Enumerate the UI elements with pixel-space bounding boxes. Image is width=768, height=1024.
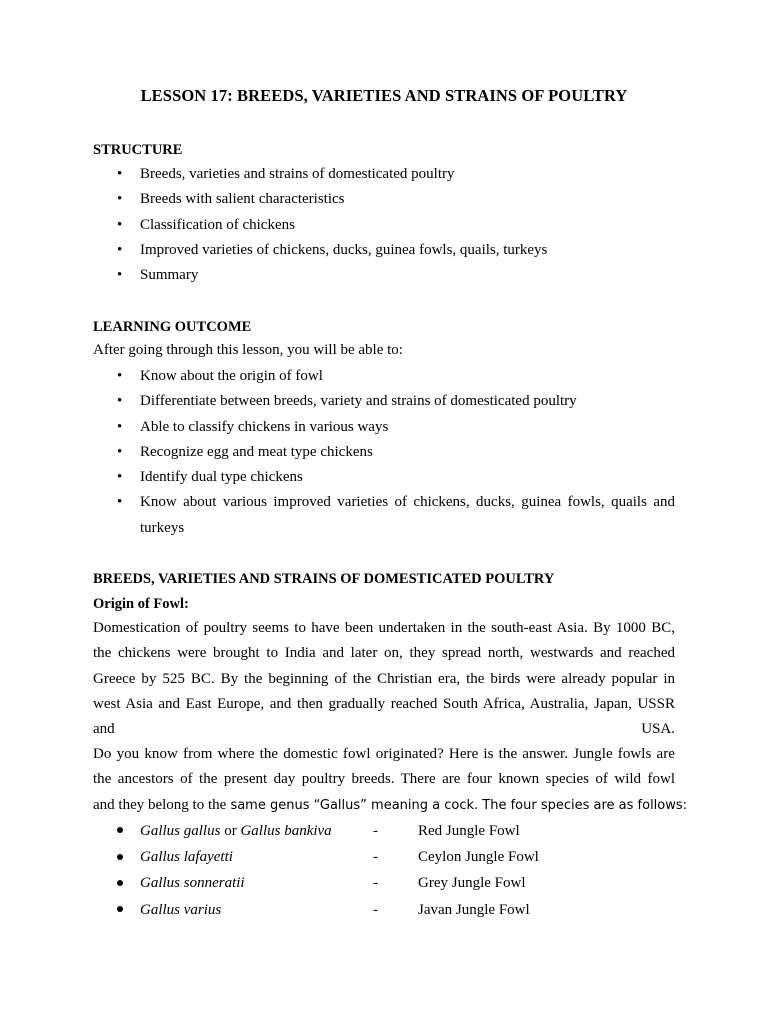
list-item: • Breeds, varieties and strains of domesticated poultry <box>93 162 675 187</box>
bullet-icon: • <box>117 469 123 486</box>
lesson-title: LESSON 17: BREEDS, VARIETIES AND STRAINS OF POULTRY <box>140 86 628 105</box>
paragraph-line: the ancestors of the present day poultry breeds. There are four known species of wild fowl <box>93 771 675 788</box>
species-name: Gallus varius <box>140 901 222 918</box>
bullet-icon <box>117 854 123 860</box>
breeds-section-heading: BREEDS, VARIETIES AND STRAINS OF DOMESTICATED POULTRY <box>93 571 555 587</box>
list-item: • Classification of chickens <box>93 213 675 238</box>
bullet-icon: • <box>117 191 123 208</box>
learning-outcome-heading: LEARNING OUTCOME <box>93 319 252 335</box>
species-alt-name: Gallus bankiva <box>240 822 332 839</box>
paragraph-line: Greece by 525 BC. By the beginning of the Christian era, the birds were already popular in <box>93 670 675 687</box>
species-name: Gallus lafayetti <box>140 849 233 866</box>
bullet-icon: • <box>117 166 123 182</box>
bullet-icon: • <box>117 216 123 233</box>
list-item: • Breeds with salient characteristics <box>93 187 675 212</box>
paragraph-line: Domestication of poultry seems to have been undertaken in the south-east Asia. By 1000 BC, <box>93 620 675 636</box>
table-row: Gallus gallus or Gallus bankiva - Red Jungle Fowl <box>93 818 675 844</box>
bullet-icon: • <box>117 494 123 511</box>
learning-outcome-list <box>93 364 675 541</box>
bullet-icon: • <box>117 267 123 284</box>
bullet-icon: • <box>117 418 123 435</box>
list-item: • Recognize egg and meat type chickens <box>93 440 675 465</box>
bullet-icon <box>117 827 123 833</box>
paragraph-line: Do you know from where the domestic fowl originated? Here is the answer. Jungle fowls are <box>93 746 675 762</box>
list-item: • Able to classify chickens in various ways <box>93 415 675 440</box>
origin-paragraph-1 <box>93 616 675 742</box>
bullet-icon: • <box>117 443 123 460</box>
table-row: Gallus varius - Javan Jungle Fowl <box>93 897 675 923</box>
species-name: Gallus sonneratii <box>140 875 245 892</box>
origin-of-fowl-subheading: Origin of Fowl: <box>93 596 189 612</box>
learning-outcome-intro: After going through this lesson, you will be able to: <box>93 342 403 358</box>
list-item: • Summary <box>93 263 675 288</box>
species-name: Gallus gallus <box>140 822 221 839</box>
bullet-icon: • <box>117 393 123 410</box>
list-item: • Differentiate between breeds, variety and strains of domesticated poultry <box>93 389 675 414</box>
list-item: • Know about the origin of fowl <box>93 364 675 389</box>
origin-paragraph-2 <box>93 742 688 818</box>
paragraph-line: the chickens were brought to India and later on, they spread north, westwards and reached <box>93 645 675 662</box>
structure-heading: STRUCTURE <box>93 142 183 158</box>
bullet-icon <box>117 880 123 886</box>
list-item: • Identify dual type chickens <box>93 465 675 490</box>
common-name: Grey Jungle Fowl <box>418 875 526 892</box>
bullet-icon: • <box>117 241 123 258</box>
list-item: • Improved varieties of chickens, ducks, guinea fowls, quails, turkeys <box>93 238 675 263</box>
jungle-fowl-species-table <box>93 818 675 924</box>
list-item: • Know about various improved varieties of chickens, ducks, guinea fowls, quails and turkeys <box>93 490 675 541</box>
bullet-icon: • <box>117 368 123 384</box>
paragraph-line: west Asia and East Europe, and then gradually reached South Africa, Australia, Japan, USSR <box>93 695 675 712</box>
bullet-icon <box>117 906 123 912</box>
paragraph-line: and they belong to the same genus “Gallus” meaning a cock. The four species are as follows: <box>93 796 688 813</box>
structure-list <box>93 162 675 288</box>
common-name: Ceylon Jungle Fowl <box>418 849 539 866</box>
paragraph-line: and USA. <box>93 721 675 738</box>
table-row: Gallus lafayetti - Ceylon Jungle Fowl <box>93 844 675 870</box>
common-name: Javan Jungle Fowl <box>418 901 530 918</box>
table-row: Gallus sonneratii - Grey Jungle Fowl <box>93 871 675 897</box>
common-name: Red Jungle Fowl <box>418 822 520 839</box>
